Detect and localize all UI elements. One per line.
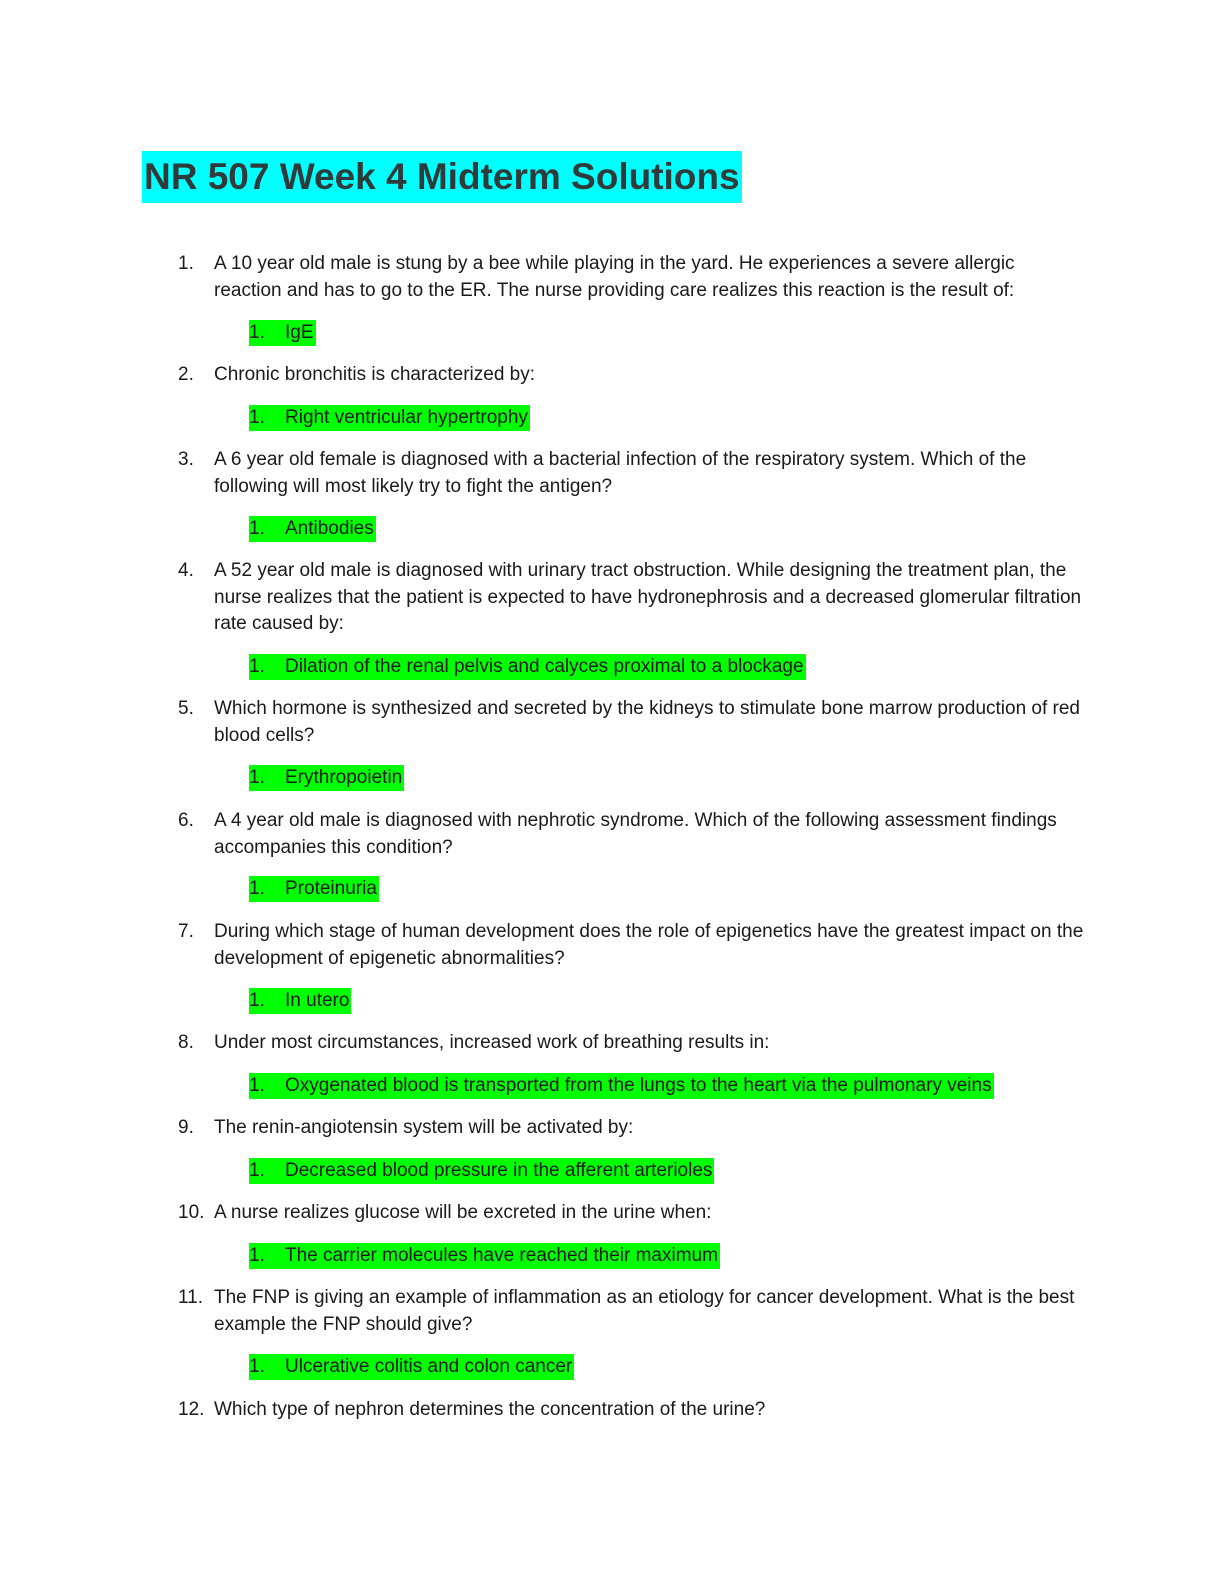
question-text: A 4 year old male is diagnosed with nephrotic syndrome. Which of the following assessment findings accompanies this condition?	[214, 810, 1057, 858]
answer-number: 1.	[249, 990, 265, 1011]
answer-number: 1.	[249, 1075, 265, 1096]
answer-9	[249, 1158, 714, 1184]
answer-text: Erythropoietin	[285, 767, 403, 788]
question-number: 3.	[178, 449, 194, 470]
question-text: A nurse realizes glucose will be excreted in the urine when:	[214, 1202, 712, 1223]
question-number: 7.	[178, 921, 194, 942]
answer-10	[249, 1243, 720, 1269]
answer-number: 1.	[249, 1160, 265, 1181]
answer-text: Antibodies	[285, 518, 374, 539]
answer-1	[249, 320, 316, 346]
answer-text: In utero	[285, 990, 350, 1011]
answer-number: 1.	[249, 518, 265, 539]
answer-number: 1.	[249, 656, 265, 677]
question-text: A 52 year old male is diagnosed with urinary tract obstruction. While designing the treatment plan, the nurse realizes that the patient is expected to have hydronephrosis and a decreased glomerular filtration rate caused by:	[214, 560, 1082, 634]
answer-4	[249, 654, 806, 680]
question-number: 8.	[178, 1032, 194, 1053]
answer-number: 1.	[249, 1245, 265, 1266]
answer-text: Oxygenated blood is transported from the lungs to the heart via the pulmonary veins	[285, 1075, 992, 1096]
answer-2	[249, 405, 530, 431]
answer-6	[249, 876, 379, 902]
question-text: The FNP is giving an example of inflammation as an etiology for cancer development. What is the best example the FNP should give?	[214, 1287, 1075, 1335]
question-text: A 10 year old male is stung by a bee while playing in the yard. He experiences a severe allergic reaction and has to go to the ER. The nurse providing care realizes this reaction is the result of:	[214, 253, 1015, 301]
answer-3	[249, 516, 376, 542]
question-text: Which type of nephron determines the concentration of the urine?	[214, 1399, 766, 1420]
document-title: NR 507 Week 4 Midterm Solutions	[142, 151, 742, 203]
question-number: 1.	[178, 253, 194, 274]
answer-11	[249, 1354, 574, 1380]
answer-text: Right ventricular hypertrophy	[285, 407, 528, 428]
question-number: 10.	[178, 1202, 205, 1223]
question-text: Under most circumstances, increased work of breathing results in:	[214, 1032, 770, 1053]
answer-number: 1.	[249, 1356, 265, 1377]
answer-number: 1.	[249, 407, 265, 428]
answer-text: Ulcerative colitis and colon cancer	[285, 1356, 573, 1377]
question-text: The renin-angiotensin system will be activated by:	[214, 1117, 634, 1138]
answer-text: Proteinuria	[285, 878, 377, 899]
answer-text: Decreased blood pressure in the afferent arterioles	[285, 1160, 713, 1181]
question-text: During which stage of human development does the role of epigenetics have the greatest impact on the development of epigenetic abnormalities?	[214, 921, 1084, 969]
question-text: Chronic bronchitis is characterized by:	[214, 364, 536, 385]
answer-number: 1.	[249, 767, 265, 788]
question-number: 2.	[178, 364, 194, 385]
answer-number: 1.	[249, 878, 265, 899]
answer-text: Dilation of the renal pelvis and calyces proximal to a blockage	[285, 656, 804, 677]
question-text: A 6 year old female is diagnosed with a bacterial infection of the respiratory system. Which of the following will most likely try to fight the antigen?	[214, 449, 1027, 497]
answer-7	[249, 988, 351, 1014]
question-number: 9.	[178, 1117, 194, 1138]
question-number: 11.	[178, 1287, 204, 1308]
question-number: 6.	[178, 810, 194, 831]
answer-5	[249, 765, 404, 791]
question-number: 4.	[178, 560, 194, 581]
answer-text: The carrier molecules have reached their maximum	[285, 1245, 718, 1266]
question-text: Which hormone is synthesized and secreted by the kidneys to stimulate bone marrow production of red blood cells?	[214, 698, 1081, 746]
answer-number: 1.	[249, 322, 265, 343]
answer-8	[249, 1073, 994, 1099]
question-number: 5.	[178, 698, 194, 719]
answer-text: IgE	[285, 322, 314, 343]
question-number: 12.	[178, 1399, 205, 1420]
